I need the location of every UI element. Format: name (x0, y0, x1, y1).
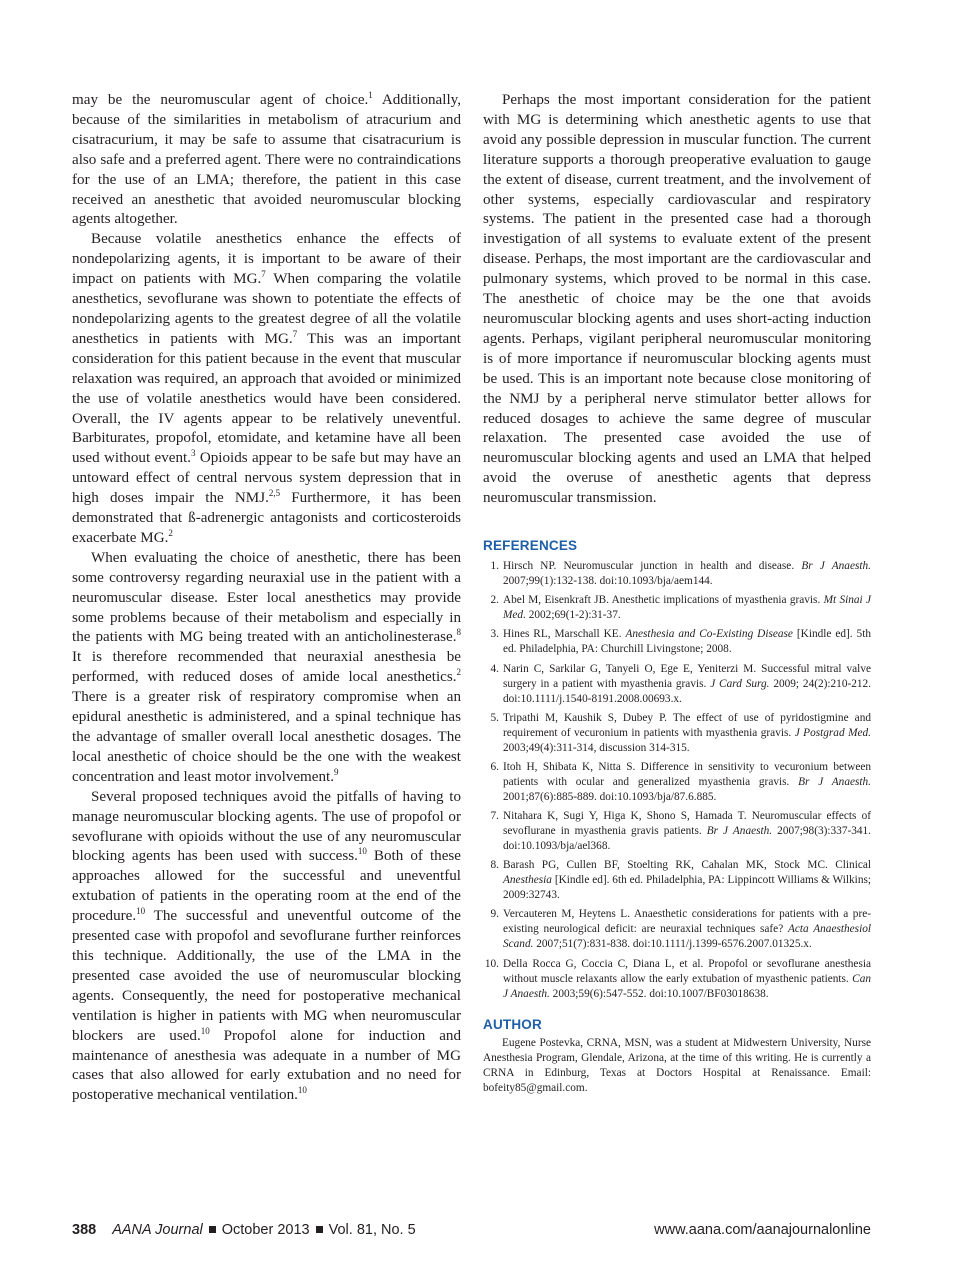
citation-superscript: 1 (368, 89, 373, 100)
reference-source: J Card Surg. (710, 677, 770, 690)
reference-item: 3 . Hines RL, Marschall KE. Anesthesia and Co-Existing Disease [Kindle ed]. 5th ed. Philadelphia, PA: Churchill Livingstone; 2008. (483, 627, 871, 657)
square-bullet-icon (316, 1226, 323, 1233)
reference-list (483, 559, 871, 1002)
reference-number: 10 . (483, 957, 499, 972)
citation-superscript: 7 (292, 328, 298, 339)
journal-url[interactable]: www.aana.com/aanajournalonline (654, 1222, 871, 1238)
issue-date: October 2013 (221, 1222, 310, 1238)
reference-source: Br J Anaesth. (801, 559, 871, 572)
reference-source: Anesthesia and Co-Existing Disease (625, 628, 793, 641)
square-bullet-icon (209, 1226, 216, 1233)
reference-number: 2 . (483, 593, 499, 608)
left-column (72, 91, 461, 1106)
volume-issue: Vol. 81, No. 5 (328, 1222, 416, 1238)
reference-number: 1 . (483, 559, 499, 574)
right-column (483, 91, 871, 1096)
reference-source: Acta Anaesthesiol Scand. (503, 923, 871, 951)
journal-name: AANA Journal (112, 1222, 203, 1238)
body-paragraph: When evaluating the choice of anesthetic, there has been some controversy regarding neuraxial use in the patient with a neuromuscular disease. Ester local anesthetics may provide some problems because of their metabolism and especially in the patients with MG being treated with an anticholinesterase.$^8$ It is therefore recommended that neuraxial anesthesia be performed, with reduced doses of amide local anesthetics.$^2$ There is a greater risk of respiratory compromise when an epidural anesthetic is administered, and a spinal technique has the advantage of smaller overall local anesthetic dosages. The local anesthetic of choice should be the one with the weakest concentration and least motor involvement.$^9$ (72, 549, 461, 785)
citation-superscript: 10 (297, 1085, 307, 1096)
citation-superscript: 10 (200, 1025, 210, 1036)
citation-superscript: 8 (456, 627, 461, 638)
reference-source: J Postgrad Med. (794, 726, 871, 739)
reference-source: Br J Anaesth. (706, 825, 773, 838)
reference-item: 8 . Barash PG, Cullen BF, Stoelting RK, Cahalan MK, Stock MC. Clinical Anesthesia [Kindle ed]. 6th ed. Philadelphia, PA: Lippincott Williams & Wilkins; 2009:32743. (483, 858, 871, 903)
reference-item: 5 . Tripathi M, Kaushik S, Dubey P. The effect of use of pyridostigmine and requirement of vecuronium in patients with myasthenia gravis. J Postgrad Med. 2003;49(4):311-314, discussion 314-315. (483, 711, 871, 756)
reference-number: 5 . (483, 711, 499, 726)
reference-item: 6 . Itoh H, Shibata K, Nitta S. Difference in sensitivity to vecuronium between patients with ocular and generalized myasthenia gravis. Br J Anaesth. 2001;87(6):885-889. doi:10.1093/bja/87.6.885. (483, 760, 871, 805)
citation-superscript: 2 (168, 527, 173, 538)
body-paragraph: Several proposed techniques avoid the pitfalls of having to manage neuromuscular blocking agents. The use of propofol or sevoflurane with opioids without the use of any neuromuscular blocking agents has been used with success.$^{10}$ Both of these approaches allowed for the successful and uneventful extubation of patients in the operating room at the end of the procedure.$^{10}$ The successful and uneventful outcome of the presented case with propofol and sevoflurane further reinforces this technique. Additionally, the use of the LMA in the presented case avoided the use of neuromuscular blocking agents. Consequently, the need for postoperative mechanical ventilation is higher in patients with MG when neuromuscular blockers are used.$^{10}$ Propofol alone for induction and maintenance of anesthesia was adequate in a number of MG cases that also allowed for early extubation and no need for postoperative mechanical ventilation.$^{10}$ (72, 788, 461, 1104)
reference-number: 7 . (483, 809, 499, 824)
body-paragraph: Because volatile anesthetics enhance the effects of nondepolarizing agents, it is important to be aware of their impact on patients with MG.$^7$ When comparing the volatile anesthetics, sevoflurane was shown to potentiate the effects of nondepolarizing agents to the greatest degree of all the volatile anesthetics in patients with MG.$^7$ This was an important consideration for this patient because in the event that muscular relaxation was required, an approach that avoided or minimized the use of volatile anesthetics would have been considered. Overall, the IV agents appear to be relatively uneventful. Barbiturates, propofol, etomidate, and ketamine have all been used without event.$^3$ Opioids appear to be safe but may have an untoward effect of central nervous system depression that in high doses impair the NMJ.$^{2,5}$ Furthermore, it has been demonstrated that ß-adrenergic antagonists and corticosteroids exacerbate MG.$^2$ (72, 231, 462, 546)
citation-superscript: 10 (357, 846, 367, 857)
reference-item: 1 . Hirsch NP. Neuromuscular junction in health and disease. Br J Anaesth. 2007;99(1):132-138. doi:10.1093/bja/aem144. (483, 559, 871, 589)
author-heading: AUTHOR (483, 1016, 542, 1032)
reference-item: 2 . Abel M, Eisenkraft JB. Anesthetic implications of myasthenia gravis. Mt Sinai J Med. 2002;69(1-2):31-37. (483, 593, 871, 623)
citation-superscript: 10 (136, 906, 146, 917)
body-paragraph: Perhaps the most important consideration for the patient with MG is determining which anesthetic agents to use that avoid any possible depression in muscular function. The current literature supports a thorough preoperative evaluation to gauge the extent of disease, current treatment, and the involvement of other systems, especially cardiovascular and respiratory systems. The patient in the presented case had a thorough investigation of all systems to evaluate extent of the present disease. Perhaps, the most important are the cardiovascular and pulmonary systems, which proved to be normal in this case. The anesthetic of choice may be the one that avoids neuromuscular blocking agents and uses short-acting induction agents. Perhaps, vigilant peripheral neuromuscular monitoring is of more importance if neuromuscular blocking agents must be used. This is an important note because close monitoring of the NMJ by a peripheral nerve stimulator better allows for reduced dosages to achieve the same degree of muscular relaxation. The presented case avoided the use of neuromuscular blocking agents and used an LMA that helped avoid the overuse of anesthetic agents that depress neuromuscular transmission. (483, 92, 871, 507)
reference-number: 3 . (483, 627, 499, 642)
reference-number: 4 . (483, 662, 499, 677)
citation-superscript: 7 (261, 269, 266, 280)
reference-source: Anesthesia (503, 874, 552, 887)
reference-item: 10 . Della Rocca G, Coccia C, Diana L, et al. Propofol or sevoflurane anesthesia without muscle relaxants allow the early extubation of myasthenic patients. Can J Anaesth. 2003;59(6):547-552. doi:10.1007/BF03018638. (483, 957, 871, 1002)
reference-number: 8 . (483, 858, 499, 873)
body-paragraph: may be the neuromuscular agent of choice.$^1$ Additionally, because of the similarities in metabolism of atracurium and cisatracurium, it may be safe to assume that cisatracurium is also safe and a preferred agent. There were no contraindications for the use of an LMA; therefore, the patient in this case received an anesthetic that avoided neuromuscular blocking agents altogether. (72, 89, 461, 228)
reference-item: 9 . Vercauteren M, Heytens L. Anaesthetic considerations for patients with a pre-existing neurological deficit: are neuraxial techniques safe? Acta Anaesthesiol Scand. 2007;51(7):831-838. doi:10.1111/j.1399-6576.2007.01325.x. (483, 907, 871, 952)
reference-item: 7 . Nitahara K, Sugi Y, Higa K, Shono S, Hamada T. Neuromuscular effects of sevoflurane in myasthenia gravis patients. Br J Anaesth. 2007;98(3):337-341. doi:10.1093/bja/ael368. (483, 809, 871, 854)
citation-superscript: 2 (456, 667, 461, 678)
reference-source: Br J Anaesth. (798, 775, 871, 788)
reference-item: 4 . Narin C, Sarkilar G, Tanyeli O, Ege E, Yeniterzi M. Successful mitral valve surgery in a patient with myasthenia gravis. J Card Surg. 2009; 24(2):210-212. doi:10.1111/j.1540-8191.2008.00693.x. (483, 662, 871, 707)
page-footer (72, 1222, 871, 1242)
citation-superscript: 3 (190, 448, 196, 459)
reference-source: Can J Anaesth. (503, 972, 871, 1000)
author-bio: Eugene Postevka, CRNA, MSN, was a student at Midwestern University, Nurse Anesthesia Program, Glendale, Arizona, at the time of this writing. He is currently a CRNA in Edinburg, Texas at Doctors Hospital at Renaissance. Email: bofeity85@gmail.com. (483, 1036, 871, 1094)
reference-source: Mt Sinai J Med. (503, 594, 871, 622)
reference-number: 9 . (483, 907, 499, 922)
citation-superscript: 9 (333, 766, 339, 777)
references-heading: REFERENCES (483, 538, 578, 554)
page-number: 388 (72, 1222, 97, 1238)
citation-superscript: 2,5 (268, 488, 281, 499)
reference-number: 6 . (483, 760, 499, 775)
